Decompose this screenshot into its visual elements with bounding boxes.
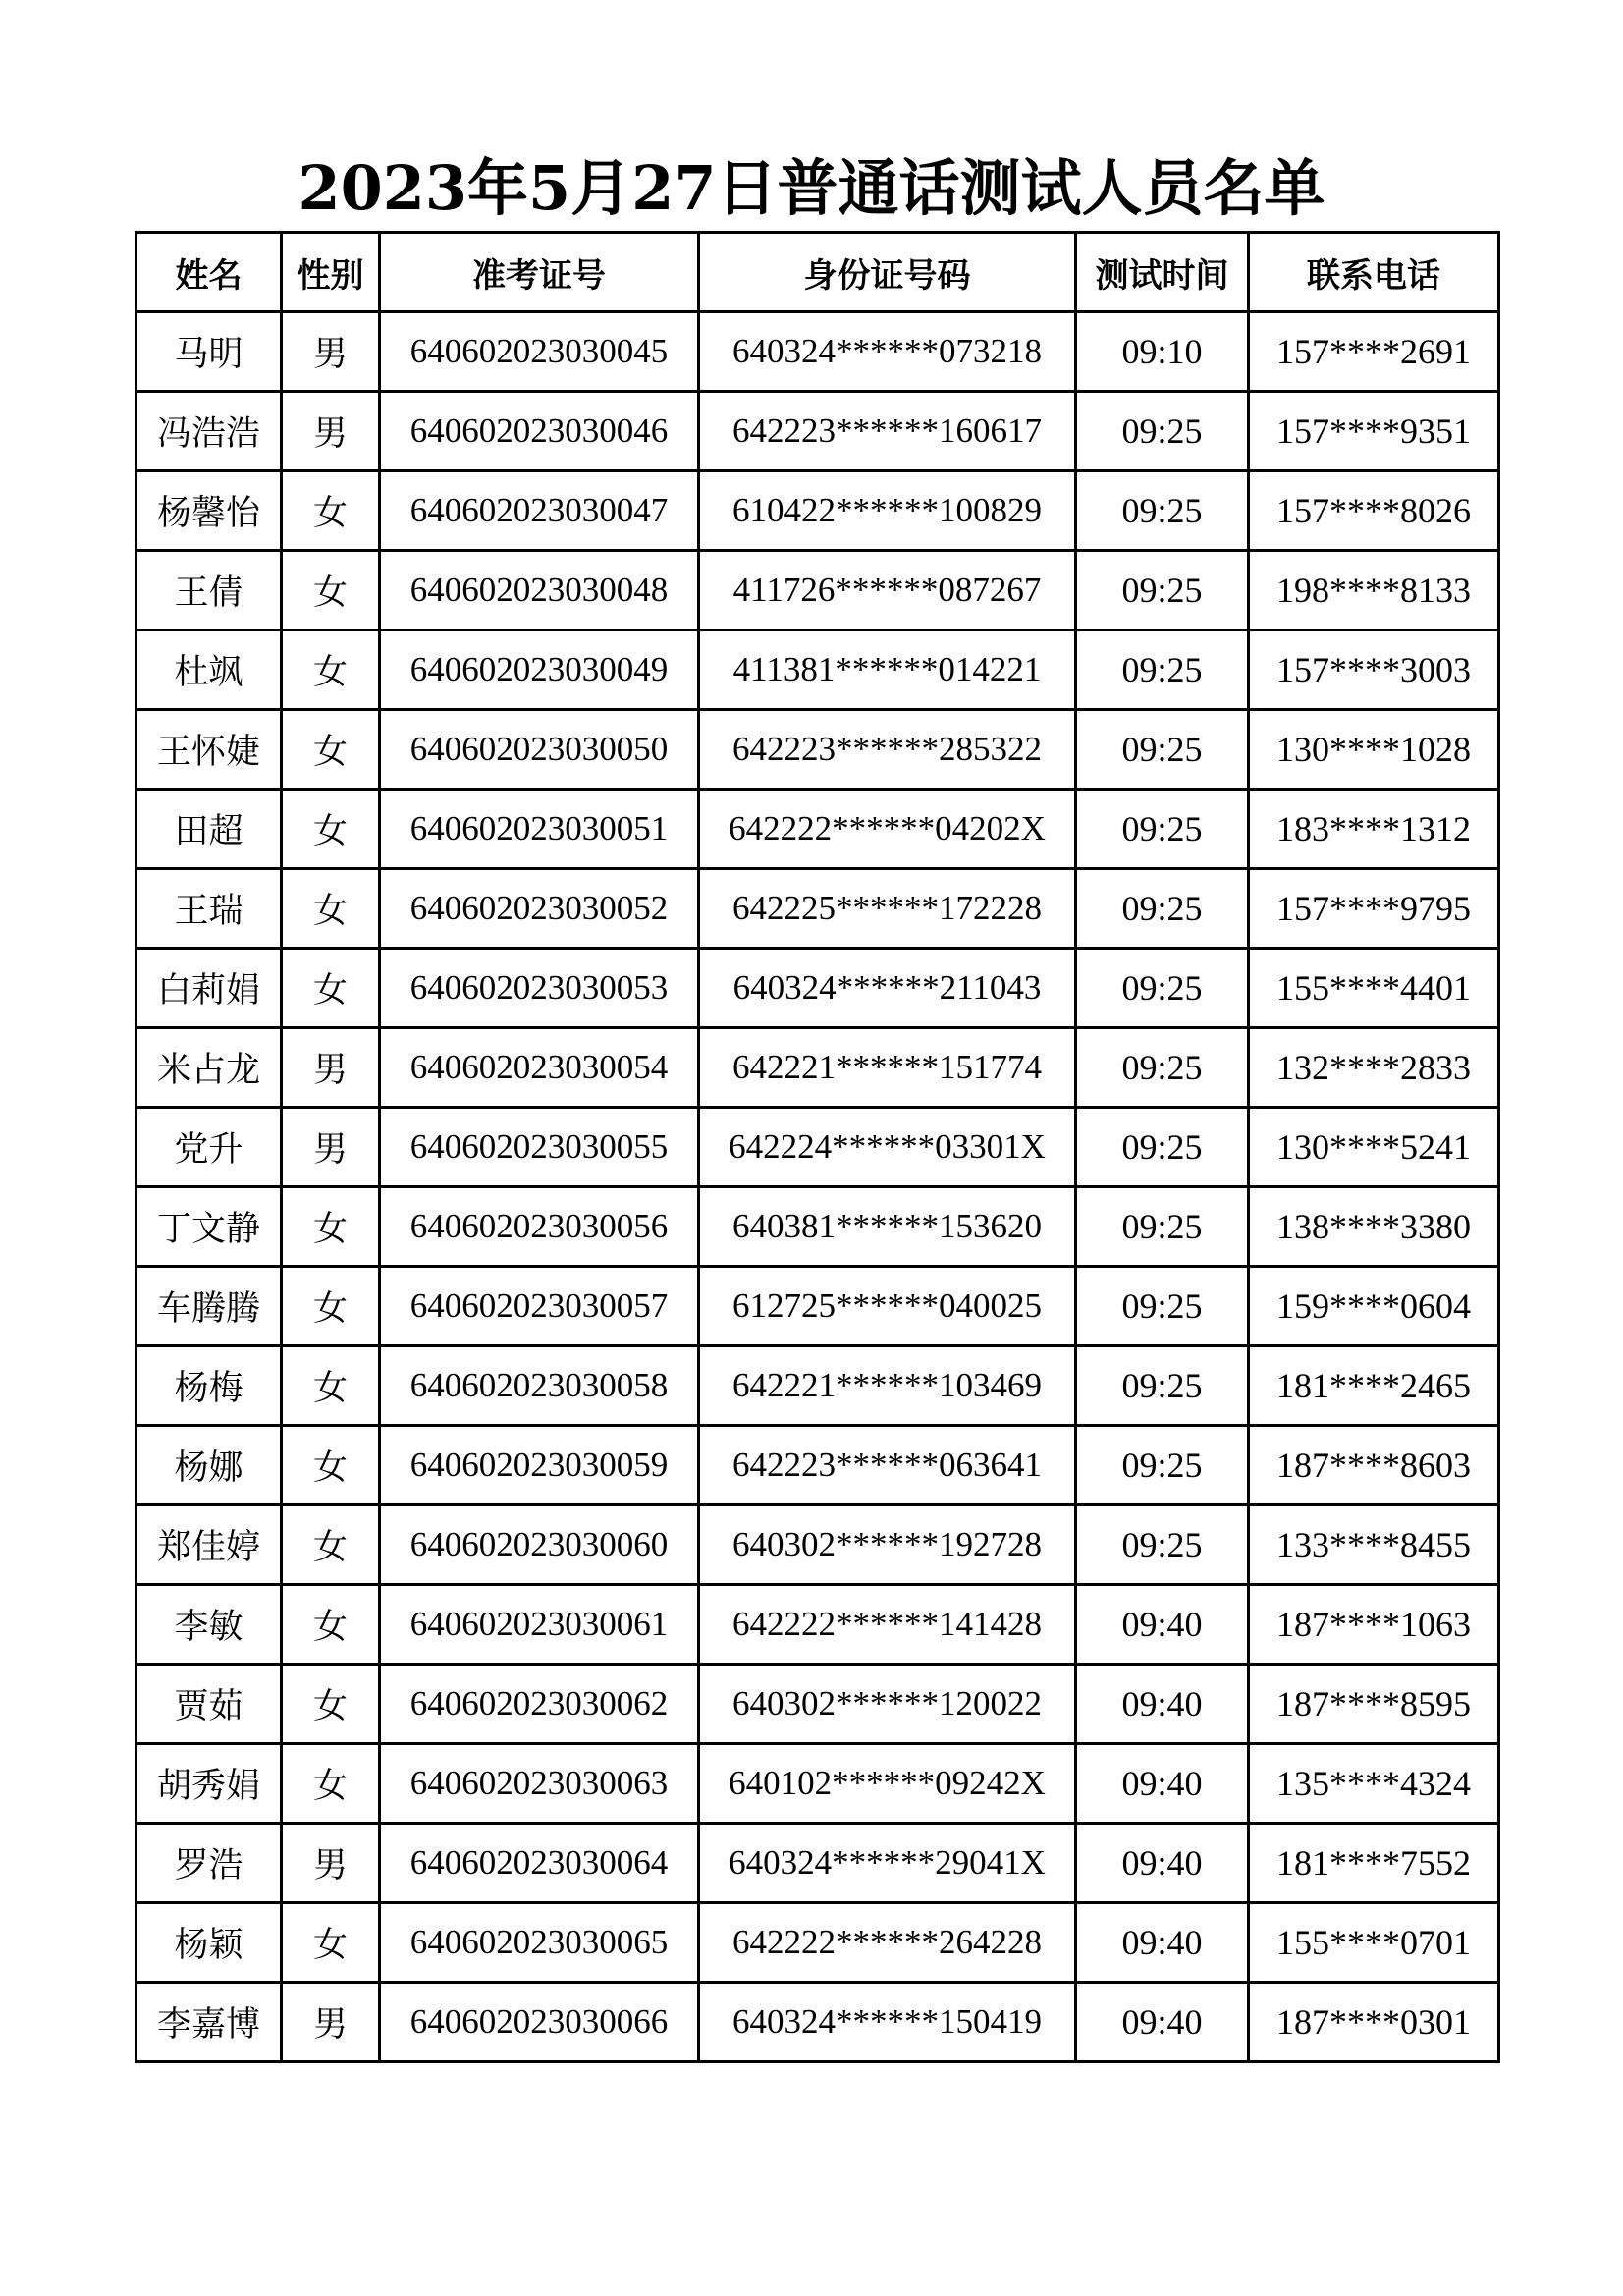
cell-phone: 187****1063 bbox=[1249, 1585, 1499, 1665]
cell-test-time: 09:25 bbox=[1076, 1187, 1249, 1267]
cell-gender: 女 bbox=[282, 1346, 380, 1426]
table-row bbox=[136, 1824, 1499, 1903]
table-row bbox=[136, 1903, 1499, 1983]
header-gender: 性别 bbox=[282, 233, 380, 312]
cell-test-time: 09:25 bbox=[1076, 869, 1249, 949]
cell-id-number: 640324******211043 bbox=[699, 949, 1076, 1028]
cell-name: 党升 bbox=[136, 1108, 282, 1187]
cell-id-number: 642222******04202X bbox=[699, 790, 1076, 869]
cell-id-number: 642225******172228 bbox=[699, 869, 1076, 949]
cell-test-time: 09:25 bbox=[1076, 551, 1249, 630]
cell-gender: 女 bbox=[282, 1187, 380, 1267]
cell-gender: 男 bbox=[282, 1983, 380, 2062]
cell-exam-number: 640602023030048 bbox=[380, 551, 699, 630]
cell-name: 车腾腾 bbox=[136, 1267, 282, 1346]
cell-name: 田超 bbox=[136, 790, 282, 869]
cell-gender: 女 bbox=[282, 710, 380, 790]
table-row bbox=[136, 1346, 1499, 1426]
cell-name: 王怀婕 bbox=[136, 710, 282, 790]
cell-id-number: 640102******09242X bbox=[699, 1744, 1076, 1824]
cell-exam-number: 640602023030060 bbox=[380, 1505, 699, 1585]
cell-gender: 女 bbox=[282, 471, 380, 551]
cell-name: 王瑞 bbox=[136, 869, 282, 949]
cell-test-time: 09:25 bbox=[1076, 1028, 1249, 1108]
cell-gender: 女 bbox=[282, 630, 380, 710]
cell-id-number: 640324******29041X bbox=[699, 1824, 1076, 1903]
table-row bbox=[136, 1028, 1499, 1108]
table-row bbox=[136, 1665, 1499, 1744]
cell-exam-number: 640602023030051 bbox=[380, 790, 699, 869]
cell-exam-number: 640602023030057 bbox=[380, 1267, 699, 1346]
cell-phone: 157****8026 bbox=[1249, 471, 1499, 551]
cell-gender: 女 bbox=[282, 1665, 380, 1744]
cell-gender: 男 bbox=[282, 1824, 380, 1903]
cell-test-time: 09:25 bbox=[1076, 949, 1249, 1028]
header-id-number: 身份证号码 bbox=[699, 233, 1076, 312]
cell-gender: 女 bbox=[282, 1585, 380, 1665]
cell-test-time: 09:25 bbox=[1076, 1505, 1249, 1585]
cell-phone: 138****3380 bbox=[1249, 1187, 1499, 1267]
cell-id-number: 612725******040025 bbox=[699, 1267, 1076, 1346]
cell-test-time: 09:40 bbox=[1076, 1903, 1249, 1983]
cell-test-time: 09:10 bbox=[1076, 312, 1249, 392]
roster-table bbox=[135, 231, 1500, 2063]
cell-phone: 187****0301 bbox=[1249, 1983, 1499, 2062]
cell-test-time: 09:25 bbox=[1076, 471, 1249, 551]
cell-exam-number: 640602023030055 bbox=[380, 1108, 699, 1187]
cell-test-time: 09:40 bbox=[1076, 1665, 1249, 1744]
table-row bbox=[136, 392, 1499, 471]
cell-exam-number: 640602023030059 bbox=[380, 1426, 699, 1505]
cell-id-number: 411381******014221 bbox=[699, 630, 1076, 710]
cell-phone: 157****3003 bbox=[1249, 630, 1499, 710]
header-exam-number: 准考证号 bbox=[380, 233, 699, 312]
header-row bbox=[136, 233, 1499, 312]
cell-exam-number: 640602023030062 bbox=[380, 1665, 699, 1744]
cell-id-number: 640324******073218 bbox=[699, 312, 1076, 392]
cell-name: 李嘉博 bbox=[136, 1983, 282, 2062]
cell-phone: 187****8595 bbox=[1249, 1665, 1499, 1744]
cell-test-time: 09:25 bbox=[1076, 710, 1249, 790]
cell-name: 冯浩浩 bbox=[136, 392, 282, 471]
cell-phone: 198****8133 bbox=[1249, 551, 1499, 630]
cell-phone: 132****2833 bbox=[1249, 1028, 1499, 1108]
cell-test-time: 09:25 bbox=[1076, 392, 1249, 471]
cell-test-time: 09:40 bbox=[1076, 1983, 1249, 2062]
cell-gender: 男 bbox=[282, 1108, 380, 1187]
cell-phone: 157****9795 bbox=[1249, 869, 1499, 949]
cell-name: 杨梅 bbox=[136, 1346, 282, 1426]
cell-test-time: 09:25 bbox=[1076, 630, 1249, 710]
cell-exam-number: 640602023030049 bbox=[380, 630, 699, 710]
cell-exam-number: 640602023030064 bbox=[380, 1824, 699, 1903]
cell-id-number: 640302******120022 bbox=[699, 1665, 1076, 1744]
table-row bbox=[136, 551, 1499, 630]
page-title: 2023年5月27日普通话测试人员名单 bbox=[298, 152, 1325, 224]
cell-id-number: 642221******103469 bbox=[699, 1346, 1076, 1426]
cell-test-time: 09:25 bbox=[1076, 1426, 1249, 1505]
cell-phone: 130****1028 bbox=[1249, 710, 1499, 790]
cell-exam-number: 640602023030065 bbox=[380, 1903, 699, 1983]
cell-name: 马明 bbox=[136, 312, 282, 392]
table-row bbox=[136, 1108, 1499, 1187]
cell-phone: 183****1312 bbox=[1249, 790, 1499, 869]
cell-phone: 133****8455 bbox=[1249, 1505, 1499, 1585]
cell-id-number: 640381******153620 bbox=[699, 1187, 1076, 1267]
cell-id-number: 411726******087267 bbox=[699, 551, 1076, 630]
cell-name: 杨馨怡 bbox=[136, 471, 282, 551]
cell-name: 罗浩 bbox=[136, 1824, 282, 1903]
cell-exam-number: 640602023030061 bbox=[380, 1585, 699, 1665]
table-row bbox=[136, 312, 1499, 392]
cell-id-number: 642224******03301X bbox=[699, 1108, 1076, 1187]
cell-phone: 155****4401 bbox=[1249, 949, 1499, 1028]
cell-gender: 女 bbox=[282, 551, 380, 630]
cell-test-time: 09:40 bbox=[1076, 1824, 1249, 1903]
header-phone: 联系电话 bbox=[1249, 233, 1499, 312]
cell-name: 杜飒 bbox=[136, 630, 282, 710]
cell-phone: 157****9351 bbox=[1249, 392, 1499, 471]
cell-exam-number: 640602023030045 bbox=[380, 312, 699, 392]
cell-test-time: 09:40 bbox=[1076, 1744, 1249, 1824]
cell-gender: 男 bbox=[282, 312, 380, 392]
cell-test-time: 09:25 bbox=[1076, 1346, 1249, 1426]
cell-id-number: 642222******264228 bbox=[699, 1903, 1076, 1983]
cell-phone: 187****8603 bbox=[1249, 1426, 1499, 1505]
cell-gender: 男 bbox=[282, 1028, 380, 1108]
cell-test-time: 09:40 bbox=[1076, 1585, 1249, 1665]
cell-gender: 女 bbox=[282, 869, 380, 949]
cell-name: 李敏 bbox=[136, 1585, 282, 1665]
cell-name: 杨颖 bbox=[136, 1903, 282, 1983]
roster-body bbox=[136, 312, 1499, 2062]
cell-phone: 135****4324 bbox=[1249, 1744, 1499, 1824]
table-row bbox=[136, 471, 1499, 551]
cell-test-time: 09:25 bbox=[1076, 790, 1249, 869]
cell-exam-number: 640602023030054 bbox=[380, 1028, 699, 1108]
cell-gender: 男 bbox=[282, 392, 380, 471]
cell-id-number: 640302******192728 bbox=[699, 1505, 1076, 1585]
cell-gender: 女 bbox=[282, 949, 380, 1028]
header-name: 姓名 bbox=[136, 233, 282, 312]
cell-id-number: 610422******100829 bbox=[699, 471, 1076, 551]
cell-name: 王倩 bbox=[136, 551, 282, 630]
cell-name: 米占龙 bbox=[136, 1028, 282, 1108]
cell-name: 杨娜 bbox=[136, 1426, 282, 1505]
table-row bbox=[136, 1585, 1499, 1665]
cell-id-number: 642223******063641 bbox=[699, 1426, 1076, 1505]
cell-gender: 女 bbox=[282, 1267, 380, 1346]
cell-test-time: 09:25 bbox=[1076, 1267, 1249, 1346]
cell-exam-number: 640602023030047 bbox=[380, 471, 699, 551]
cell-id-number: 642223******285322 bbox=[699, 710, 1076, 790]
cell-gender: 女 bbox=[282, 1426, 380, 1505]
cell-exam-number: 640602023030050 bbox=[380, 710, 699, 790]
table-row bbox=[136, 710, 1499, 790]
cell-name: 郑佳婷 bbox=[136, 1505, 282, 1585]
cell-phone: 181****2465 bbox=[1249, 1346, 1499, 1426]
cell-exam-number: 640602023030063 bbox=[380, 1744, 699, 1824]
cell-exam-number: 640602023030053 bbox=[380, 949, 699, 1028]
cell-phone: 130****5241 bbox=[1249, 1108, 1499, 1187]
cell-name: 白莉娟 bbox=[136, 949, 282, 1028]
table-row bbox=[136, 1744, 1499, 1824]
cell-test-time: 09:25 bbox=[1076, 1108, 1249, 1187]
cell-exam-number: 640602023030046 bbox=[380, 392, 699, 471]
table-row bbox=[136, 790, 1499, 869]
cell-exam-number: 640602023030066 bbox=[380, 1983, 699, 2062]
cell-gender: 女 bbox=[282, 1903, 380, 1983]
table-row bbox=[136, 1187, 1499, 1267]
table-row bbox=[136, 630, 1499, 710]
header-test-time: 测试时间 bbox=[1076, 233, 1249, 312]
cell-phone: 181****7552 bbox=[1249, 1824, 1499, 1903]
table-row bbox=[136, 949, 1499, 1028]
table-row bbox=[136, 869, 1499, 949]
cell-phone: 157****2691 bbox=[1249, 312, 1499, 392]
cell-phone: 155****0701 bbox=[1249, 1903, 1499, 1983]
cell-name: 胡秀娟 bbox=[136, 1744, 282, 1824]
cell-gender: 女 bbox=[282, 1505, 380, 1585]
cell-id-number: 642222******141428 bbox=[699, 1585, 1076, 1665]
cell-id-number: 642221******151774 bbox=[699, 1028, 1076, 1108]
cell-exam-number: 640602023030052 bbox=[380, 869, 699, 949]
cell-gender: 女 bbox=[282, 1744, 380, 1824]
table-row bbox=[136, 1267, 1499, 1346]
cell-exam-number: 640602023030056 bbox=[380, 1187, 699, 1267]
cell-gender: 女 bbox=[282, 790, 380, 869]
cell-id-number: 640324******150419 bbox=[699, 1983, 1076, 2062]
cell-name: 贾茹 bbox=[136, 1665, 282, 1744]
cell-exam-number: 640602023030058 bbox=[380, 1346, 699, 1426]
cell-phone: 159****0604 bbox=[1249, 1267, 1499, 1346]
table-row bbox=[136, 1505, 1499, 1585]
table-row bbox=[136, 1426, 1499, 1505]
table-row bbox=[136, 1983, 1499, 2062]
cell-id-number: 642223******160617 bbox=[699, 392, 1076, 471]
cell-name: 丁文静 bbox=[136, 1187, 282, 1267]
